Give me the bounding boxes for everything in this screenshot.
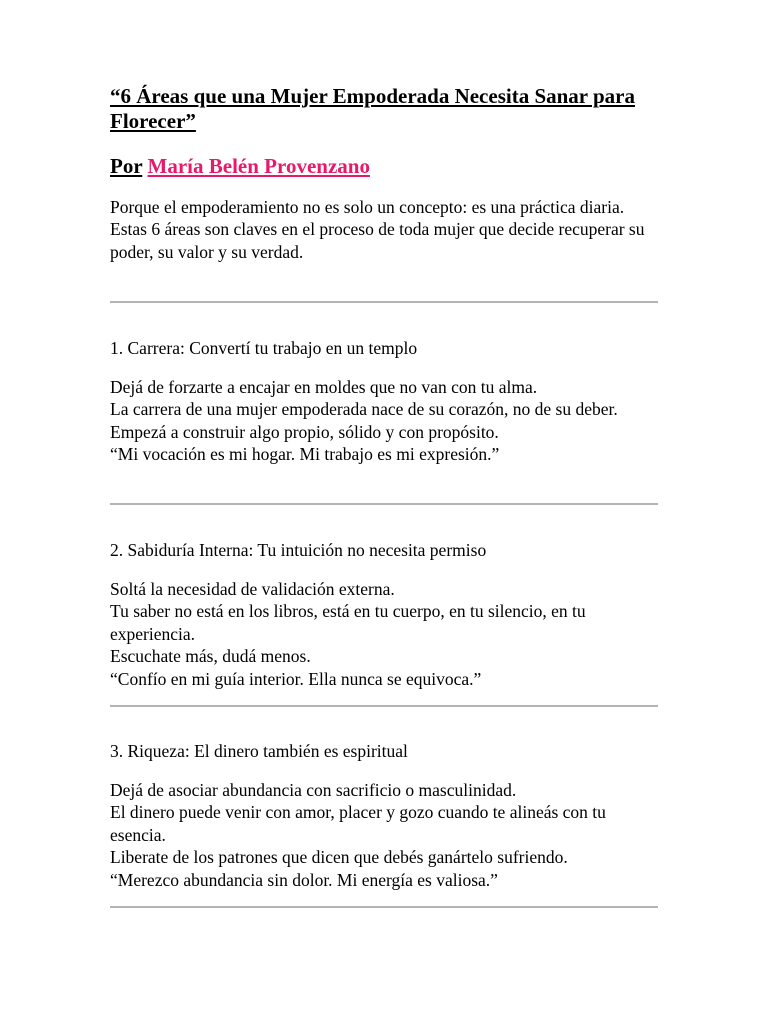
section-line: Empezá a construir algo propio, sólido y con propósito. bbox=[110, 421, 499, 442]
section-body-riqueza bbox=[110, 779, 658, 891]
section-line: Escuchate más, dudá menos. bbox=[110, 646, 311, 667]
section-line: La carrera de una mujer empoderada nace de su corazón, no de su deber. bbox=[110, 399, 618, 420]
section-body-sabiduria bbox=[110, 578, 658, 690]
section-divider bbox=[110, 906, 658, 908]
section-divider bbox=[110, 705, 658, 707]
section-line: “Mi vocación es mi hogar. Mi trabajo es mi expresión.” bbox=[110, 444, 500, 465]
section-heading: 2. Sabiduría Interna: Tu intuición no necesita permiso bbox=[110, 540, 487, 560]
intro-paragraph bbox=[110, 196, 658, 263]
section-divider bbox=[110, 301, 658, 303]
author-link[interactable]: María Belén Provenzano bbox=[147, 154, 370, 178]
section-line: “Confío en mi guía interior. Ella nunca se equivoca.” bbox=[110, 668, 482, 689]
section-heading-sabiduria bbox=[110, 539, 658, 561]
document-title: “6 Áreas que una Mujer Empoderada Necesita Sanar para Florecer” bbox=[110, 84, 635, 133]
section-line: Soltá la necesidad de validación externa. bbox=[110, 579, 395, 599]
byline-label: Por bbox=[110, 154, 143, 178]
section-divider bbox=[110, 503, 658, 505]
section-heading: 3. Riqueza: El dinero también es espiritual bbox=[110, 741, 408, 761]
section-line: “Merezco abundancia sin dolor. Mi energía es valiosa.” bbox=[110, 869, 498, 890]
section-line: Liberate de los patrones que dicen que debés ganártelo sufriendo. bbox=[110, 847, 568, 868]
section-line: Dejá de forzarte a encajar en moldes que no van con tu alma. bbox=[110, 377, 538, 397]
section-line: El dinero puede venir con amor, placer y gozo cuando te alineás con tu esencia. bbox=[110, 802, 606, 845]
section-heading: 1. Carrera: Convertí tu trabajo en un templo bbox=[110, 338, 418, 358]
section-line: Tu saber no está en los libros, está en tu cuerpo, en tu silencio, en tu experiencia. bbox=[110, 601, 586, 644]
intro-line: Estas 6 áreas son claves en el proceso de toda mujer que decide recuperar su poder, su valor y su verdad. bbox=[110, 219, 645, 262]
section-line: Dejá de asociar abundancia con sacrificio o masculinidad. bbox=[110, 780, 517, 800]
section-heading-riqueza bbox=[110, 740, 658, 762]
section-body-carrera bbox=[110, 376, 658, 466]
byline bbox=[110, 154, 370, 179]
section-heading-carrera bbox=[110, 337, 658, 359]
intro-line: Porque el empoderamiento no es solo un concepto: es una práctica diaria. bbox=[110, 197, 625, 217]
